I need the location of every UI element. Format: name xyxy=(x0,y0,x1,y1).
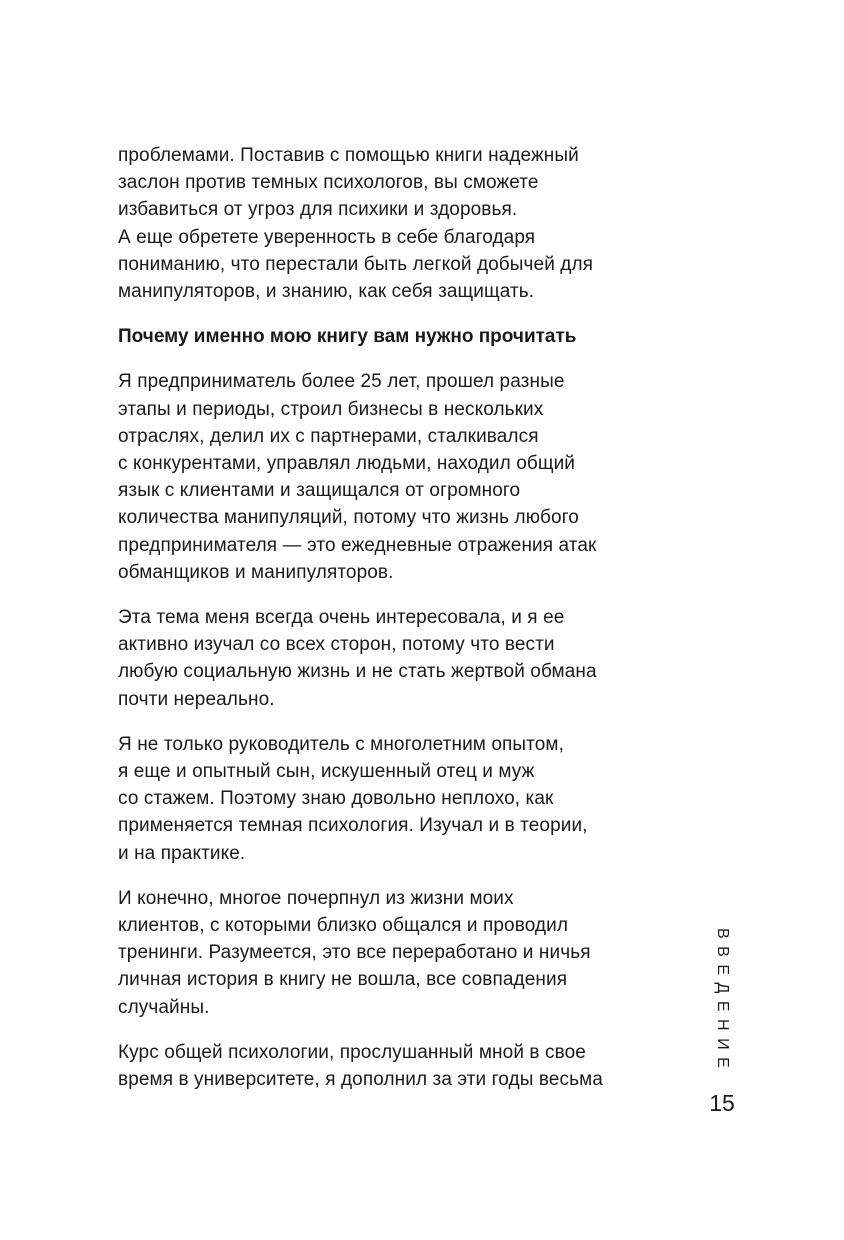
text-line: Я не только руководитель с многолетним опытом, xyxy=(118,733,564,755)
text-line: с конкурентами, управлял людьми, находил общий xyxy=(118,453,576,475)
text-line: применяется темная психология. Изучал и в теории, xyxy=(118,815,588,837)
text-line: клиентов, с которыми близко общался и проводил xyxy=(118,915,569,937)
body-paragraph-1 xyxy=(118,368,678,586)
body-paragraph-2 xyxy=(118,604,678,713)
text-line: заслон против темных психологов, вы сможете xyxy=(118,172,539,194)
text-line: обманщиков и манипуляторов. xyxy=(118,561,394,583)
text-line: Эта тема меня всегда очень интересовала, и я ее xyxy=(118,607,565,629)
paragraph-spacer xyxy=(118,305,678,323)
text-line: количества манипуляций, потому что жизнь любого xyxy=(118,507,579,529)
text-line: А еще обретете уверенность в себе благодаря xyxy=(118,226,536,248)
text-line: почти нереально. xyxy=(118,688,275,710)
text-line: Курс общей психологии, прослушанный мной в свое xyxy=(118,1041,586,1063)
text-line: время в университете, я дополнил за эти годы весьма xyxy=(118,1069,603,1091)
text-line: Я предприниматель более 25 лет, прошел разные xyxy=(118,371,565,393)
running-title: ВВЕДЕНИЕ xyxy=(714,928,731,1076)
text-line: личная история в книгу не вошла, все совпадения xyxy=(118,969,568,991)
section-heading: Почему именно мою книгу вам нужно прочитать xyxy=(118,326,577,348)
text-line: любую социальную жизнь и не стать жертвой обмана xyxy=(118,661,597,683)
text-line: и на практике. xyxy=(118,842,246,864)
text-line: со стажем. Поэтому знаю довольно неплохо, как xyxy=(118,788,554,810)
text-line: избавиться от угроз для психики и здоровья. xyxy=(118,199,518,221)
paragraph-spacer xyxy=(118,1021,678,1039)
text-line: пониманию, что перестали быть легкой добычей для xyxy=(118,253,594,275)
paragraph-spacer xyxy=(118,350,678,368)
text-line: отраслях, делил их с партнерами, сталкивался xyxy=(118,425,539,447)
text-line: я еще и опытный сын, искушенный отец и муж xyxy=(118,761,535,783)
text-line: случайны. xyxy=(118,996,210,1018)
text-column xyxy=(118,142,678,1093)
intro-paragraph xyxy=(118,142,678,305)
text-line: этапы и периоды, строил бизнесы в нескольких xyxy=(118,398,544,420)
text-line: проблемами. Поставив с помощью книги надежный xyxy=(118,145,579,166)
paragraph-spacer xyxy=(118,713,678,731)
body-paragraph-4 xyxy=(118,885,678,1021)
page-number: 15 xyxy=(709,1090,735,1116)
body-paragraph-3 xyxy=(118,731,678,867)
text-line: активно изучал со всех сторон, потому что вести xyxy=(118,634,555,656)
paragraph-spacer xyxy=(118,867,678,885)
paragraph-spacer xyxy=(118,586,678,604)
text-line: язык с клиентами и защищался от огромного xyxy=(118,480,521,502)
text-line: манипуляторов, и знанию, как себя защищать. xyxy=(118,281,535,303)
text-line: тренинги. Разумеется, это все переработано и ничья xyxy=(118,942,591,964)
body-paragraph-5 xyxy=(118,1039,678,1093)
text-line: И конечно, многое почерпнул из жизни моих xyxy=(118,887,514,909)
text-line: предпринимателя — это ежедневные отражения атак xyxy=(118,534,597,556)
